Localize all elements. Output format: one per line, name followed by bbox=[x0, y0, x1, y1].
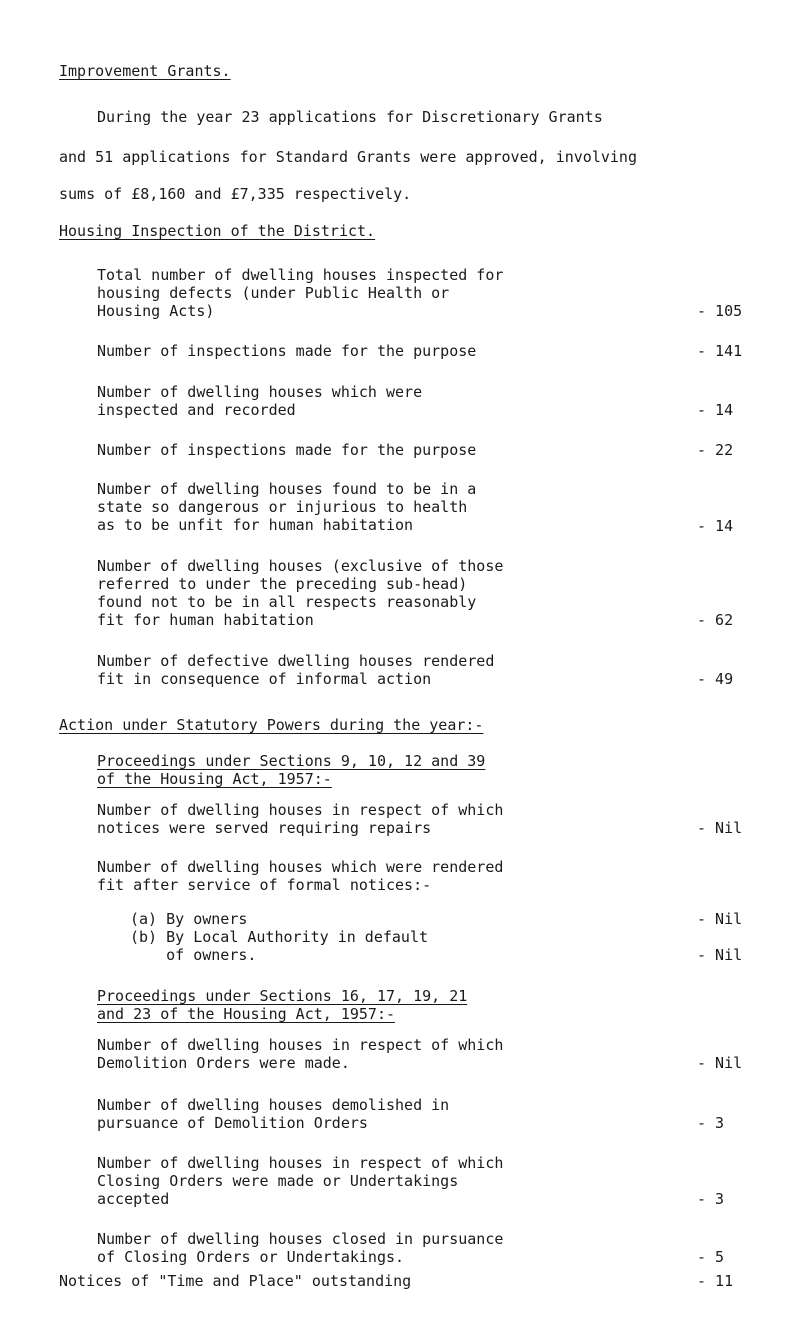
inspection-value-7: - 49 bbox=[697, 670, 734, 688]
sub1-a-value: - Nil bbox=[697, 910, 743, 928]
inspection-value-2: - 141 bbox=[697, 342, 743, 360]
sub1-heading: Proceedings under Sections 9, 10, 12 and 39 of the Housing Act, 1957:- bbox=[97, 752, 486, 788]
sub2-item-houses-closed-value: - 5 bbox=[697, 1248, 725, 1266]
inspection-value-5: - 14 bbox=[697, 517, 734, 535]
sub1-item-notices-served-value: - Nil bbox=[697, 819, 743, 837]
inspection-item-7: Number of defective dwelling houses rendered fit in consequence of informal action bbox=[97, 652, 495, 688]
inspection-item-1: Total number of dwelling houses inspected for housing defects (under Public Health or Housing Acts) bbox=[97, 266, 504, 320]
sub2-item-houses-closed: Number of dwelling houses closed in pursuance of Closing Orders or Undertakings. bbox=[97, 1230, 504, 1266]
inspection-value-4: - 22 bbox=[697, 441, 734, 459]
inspection-item-2: Number of inspections made for the purpose bbox=[97, 342, 477, 360]
inspection-item-4: Number of inspections made for the purpose bbox=[97, 441, 477, 459]
sub1-item-rendered-fit: Number of dwelling houses which were rendered fit after service of formal notices:- bbox=[97, 858, 504, 894]
heading-action-statutory-powers: Action under Statutory Powers during the year:- bbox=[59, 716, 484, 734]
sub2-item-closing-orders: Number of dwelling houses in respect of which Closing Orders were made or Undertakings accepted bbox=[97, 1154, 504, 1208]
inspection-value-6: - 62 bbox=[697, 611, 734, 629]
grants-para-line-1: During the year 23 applications for Discretionary Grants bbox=[97, 108, 603, 126]
sub1-b-value: - Nil bbox=[697, 946, 743, 964]
sub2-item-demolition-orders-value: - Nil bbox=[697, 1054, 743, 1072]
inspection-item-5: Number of dwelling houses found to be in a state so dangerous or injurious to health as to be unfit for human habitation bbox=[97, 480, 477, 534]
sub1-item-notices-served: Number of dwelling houses in respect of which notices were served requiring repairs bbox=[97, 801, 504, 837]
heading-housing-inspection: Housing Inspection of the District. bbox=[59, 222, 376, 240]
heading-improvement-grants: Improvement Grants. bbox=[59, 62, 231, 80]
inspection-item-3: Number of dwelling houses which were inspected and recorded bbox=[97, 383, 423, 419]
grants-para-line-2: and 51 applications for Standard Grants were approved, involving bbox=[59, 148, 637, 166]
notices-time-place-outstanding: Notices of "Time and Place" outstanding bbox=[59, 1272, 412, 1290]
sub2-item-demolished-value: - 3 bbox=[697, 1114, 725, 1132]
sub1-a-by-owners: (a) By owners bbox=[130, 910, 248, 928]
sub2-heading: Proceedings under Sections 16, 17, 19, 21 and 23 of the Housing Act, 1957:- bbox=[97, 987, 468, 1023]
sub1-b-local-authority: (b) By Local Authority in default of owners. bbox=[130, 928, 429, 964]
sub2-item-closing-orders-value: - 3 bbox=[697, 1190, 725, 1208]
inspection-item-6: Number of dwelling houses (exclusive of those referred to under the preceding sub-head) found not to be in all respects reasonably fit for human habitation bbox=[97, 557, 504, 629]
notices-time-place-value: - 11 bbox=[697, 1272, 734, 1290]
inspection-value-3: - 14 bbox=[697, 401, 734, 419]
grants-para-line-3: sums of £8,160 and £7,335 respectively. bbox=[59, 185, 412, 203]
inspection-value-1: - 105 bbox=[697, 302, 743, 320]
sub2-item-demolition-orders: Number of dwelling houses in respect of which Demolition Orders were made. bbox=[97, 1036, 504, 1072]
sub2-item-demolished: Number of dwelling houses demolished in pursuance of Demolition Orders bbox=[97, 1096, 450, 1132]
